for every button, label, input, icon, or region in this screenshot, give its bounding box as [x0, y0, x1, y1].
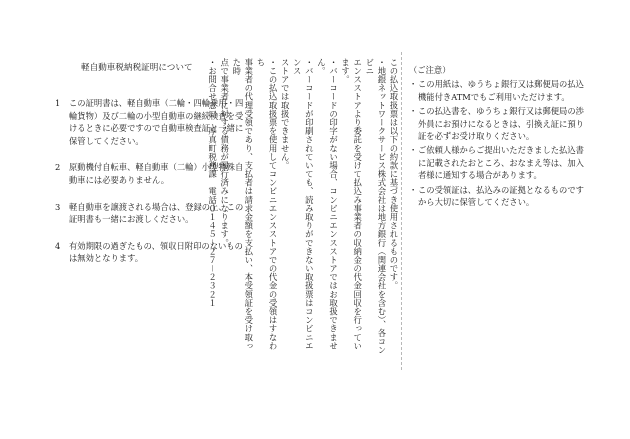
note-text: ご依頼人様からご提出いただきました払込書に記載されたおところ、おなまえ等は、加入者様に通知する場合があります。: [418, 145, 584, 181]
caution-notes-panel: [409, 64, 587, 210]
terms-line: ・バーコードが印刷されていても、読み取りができない取扱票はコンビニエンス: [292, 58, 315, 351]
terms-line: この払込取扱票は以下の約款に基づき使用されるものです。: [389, 58, 399, 290]
terms-line: ・お問合せ窓口 厚真町税務課 電話０１４５－２７－２３２１: [207, 58, 218, 308]
clause-text: 有効期限の過ぎたもの、領収日附印のないものは無効となります。: [69, 240, 243, 264]
terms-line: 事業者の代理受領であり、支払者は請求金額を支払い、本受領証を受け取った時: [231, 58, 254, 351]
terms-line: ・この払込取扱票を使用してコンビニエンスストアでの代金の受領はすなわち: [255, 58, 279, 351]
clause-number: 2: [55, 162, 61, 173]
bullet-icon: ・: [409, 106, 418, 117]
clause-number: 4: [55, 240, 61, 251]
note-item: [409, 144, 587, 181]
terms-line: エンスストアより委託を受けて払込み事業者の収納金の代金回収を行っています。: [340, 58, 363, 351]
note-item: [409, 105, 587, 142]
clause-number: 3: [55, 201, 61, 212]
perforation-divider: [401, 52, 402, 370]
bullet-icon: ・: [409, 145, 418, 156]
payment-terms-vertical-text: [207, 58, 400, 358]
terms-line: ストアでは取扱できません。: [280, 58, 291, 170]
terms-line: 点で事業者に対する債務が履行済みになります。: [219, 58, 230, 247]
clause-text: 原動機付自転車、軽自動車（二輪）小型特殊自動車には必要ありません。: [69, 162, 244, 185]
note-text: この払込書を、ゆうちょ銀行又は郵便局の渉外員にお預けになるときは、引換え証に預り証を必ずお受け取りください。: [418, 106, 584, 142]
terms-line: ・バーコードの印字がない場合、コンビニエンスストアではお取扱できません。: [316, 58, 339, 351]
notes-title: （ご注意）: [409, 65, 451, 75]
note-item: [409, 78, 587, 103]
note-item: [409, 184, 587, 209]
clause-text: 軽自動車を譲渡される場合は、登録の上、この証明書も一緒にお渡しください。: [69, 201, 244, 225]
clause-text: この証明書は、軽自動車（二輪・四輪乗用・四輪貨物）及び二輪の小型自動車の継続検査を受けるときに必要ですので自動車検査証と一緒に保管してください。: [69, 98, 244, 146]
bullet-icon: ・: [409, 184, 418, 195]
clause-number: 1: [55, 98, 61, 108]
terms-line: ・地銀ネットワークサービス株式会社は地方銀行（関連会社を含む）、各コンビニ: [364, 58, 387, 355]
certificate-title: 軽自動車税納税証明について: [81, 63, 193, 73]
note-text: この受領証は、払込みの証拠となるものですから大切に保管してください。: [418, 184, 584, 208]
bullet-icon: ・: [409, 79, 418, 90]
note-text: この用紙は、ゆうちょ銀行又は郵便局の払込機能付きATMでもご利用いただけます。: [418, 79, 584, 102]
